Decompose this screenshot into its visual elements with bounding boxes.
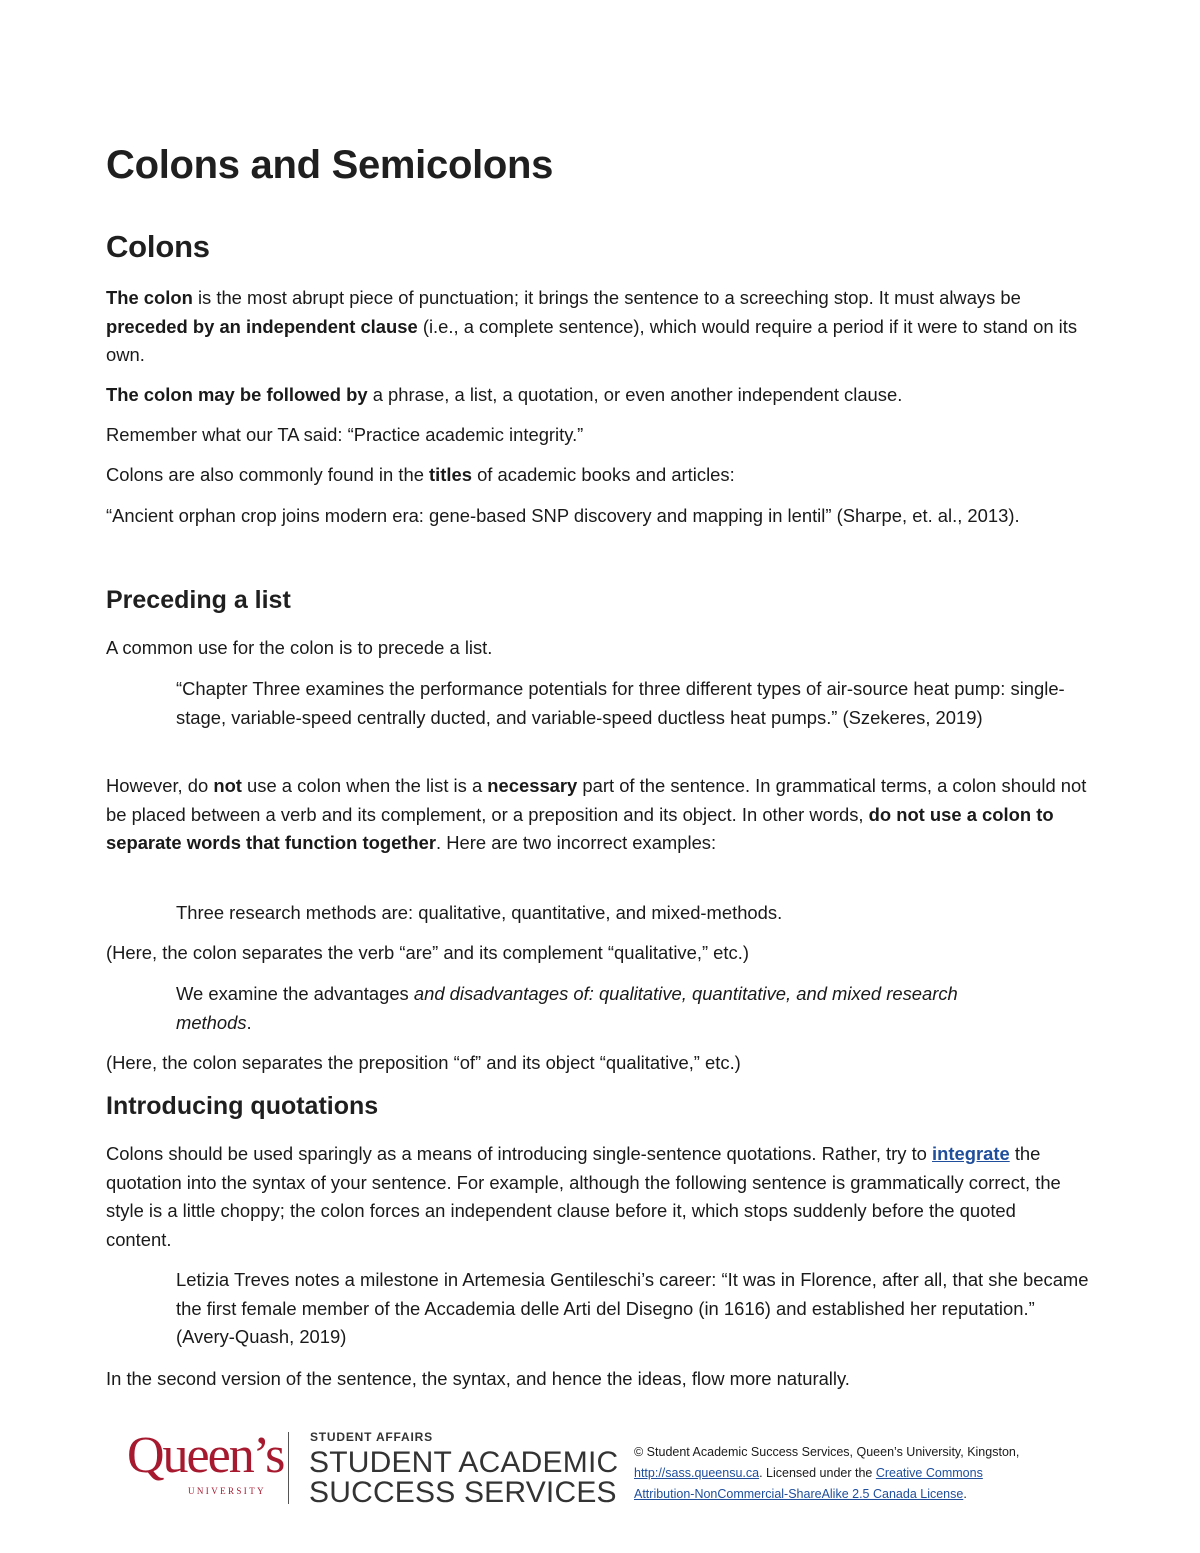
bold-text: necessary [487,775,578,796]
bold-text: titles [429,464,472,485]
paragraph-necessary-list: However, do not use a colon when the list is a necessary part of the sentence. In grammatical terms, a colon should not be placed between a verb and its complement, or a preposition and its object. In other words, do not use a colon to separate words that function together. Here are two incorrect examples: [106,775,1087,854]
paragraph-title-example: “Ancient orphan crop joins modern era: gene-based SNP discovery and mapping in lentil” (Sharpe, et. al., 2013). [106,505,1020,526]
paragraph-ta-example: Remember what our TA said: “Practice academic integrity.” [106,424,584,445]
student-affairs-label: STUDENT AFFAIRS [310,1430,433,1444]
license-link-2[interactable]: Attribution-NonCommercial-ShareAlike 2.5 Canada License [634,1486,964,1501]
dept-name-line-2: SUCCESS SERVICES [309,1476,617,1509]
paragraph-list-intro: A common use for the colon is to precede a list. [106,637,493,658]
section-heading-introducing-quotations: Introducing quotations [106,1092,379,1120]
italic-text: and disadvantages of: qualitative, quantitative, and mixed research methods [176,983,958,1033]
page-title: Colons and Semicolons [106,143,554,187]
copyright-text: © Student Academic Success Services, Queen’s University, Kingston, [634,1445,1020,1459]
logo-divider [288,1432,289,1504]
bold-text: not [213,775,242,796]
block-quote-gentileschi: Letizia Treves notes a milestone in Artemesia Gentileschi’s career: “It was in Florence, after all, that she became the first female member of the Accademia delle Arti del Disegno (in 1616) and established her reputation.” (Avery-Quash, 2019) [176,1269,1089,1348]
paragraph-titles: Colons are also commonly found in the titles of academic books and articles: [106,464,735,485]
note-verb-complement: (Here, the colon separates the verb “are” and its complement “qualitative,” etc.) [106,942,749,963]
paragraph-colon-followed: The colon may be followed by a phrase, a list, a quotation, or even another independent clause. [106,384,903,405]
note-preposition-object: (Here, the colon separates the preposition “of” and its object “qualitative,” etc.) [106,1052,741,1073]
section-heading-preceding-list: Preceding a list [106,586,291,614]
sass-website-link[interactable]: http://sass.queensu.ca [634,1465,760,1480]
bold-text: preceded by an independent clause [106,315,418,337]
bold-text: do not use a colon to separate words that function together [106,803,1054,854]
example-incorrect-verb: Three research methods are: qualitative, quantitative, and mixed-methods. [176,902,783,923]
dept-name-line-1: STUDENT ACADEMIC [309,1446,619,1479]
license-notice: © Student Academic Success Services, Queen’s University, Kingston, http://sass.queensu.ca. Licensed under the Creative Commons Attribution-NonCommercial-ShareAlike 2.5 Canada License. [634,1445,1020,1501]
paragraph-colon-definition: The colon is the most abrupt piece of punctuation; it brings the sentence to a screeching stop. It must always be preceded by an independent clause (i.e., a complete sentence), which would require a period if it were to stand on its own. [106,287,1078,366]
section-heading-colons: Colons [106,229,210,264]
paragraph-second-version: In the second version of the sentence, the syntax, and hence the ideas, flow more naturally. [106,1368,850,1389]
bold-text: The colon [106,287,193,308]
bold-text: The colon may be followed by [106,384,368,405]
page-footer [0,1422,1200,1532]
block-quote-heat-pump: “Chapter Three examines the performance potentials for three different types of air-source heat pump: single-stage, variable-speed centrally ducted, and variable-speed ductless heat pumps.” (Szekeres, 2019) [176,678,1065,728]
integrate-link[interactable]: integrate [932,1143,1010,1164]
paragraph-quotations: Colons should be used sparingly as a means of introducing single-sentence quotations. Rather, try to integrate the quotation into the syntax of your sentence. For example, although the following sentence is grammatically correct, the style is a little choppy; the colon forces an independent clause before it, which stops suddenly before the quoted content. [106,1143,1061,1250]
example-incorrect-preposition: We examine the advantages and disadvantages of: qualitative, quantitative, and mixed research methods. [176,983,958,1033]
queens-logo-university: UNIVERSITY [188,1486,266,1496]
queens-logo-wordmark: Queen’s [127,1427,284,1484]
license-link-1[interactable]: Creative Commons [875,1465,983,1480]
